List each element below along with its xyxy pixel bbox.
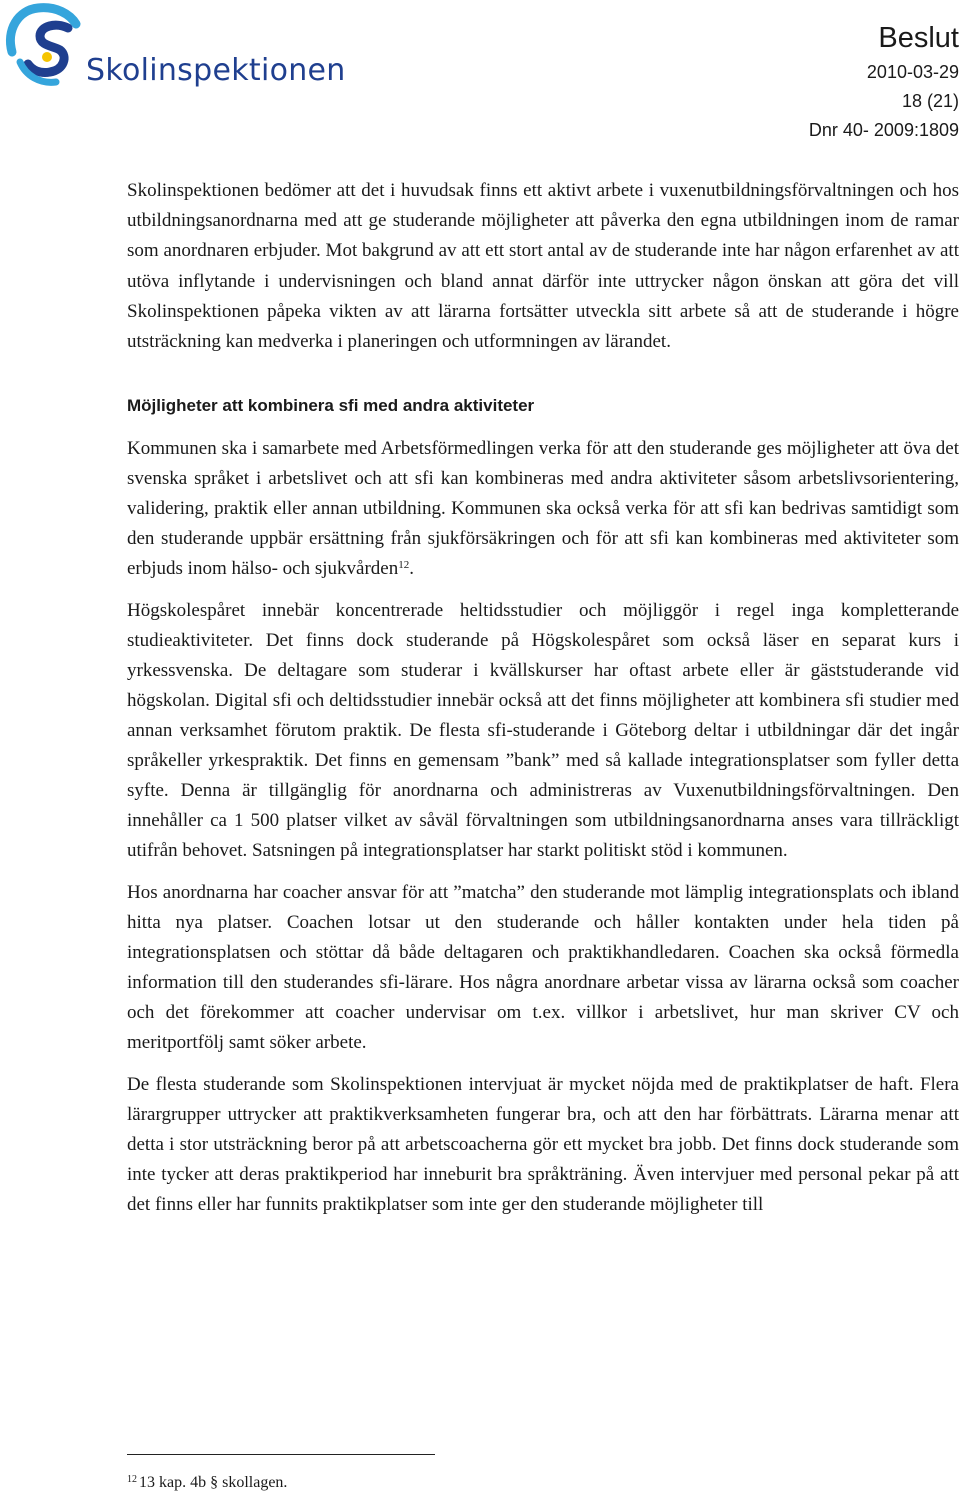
skolinspektionen-logo [0,0,350,100]
paragraph [127,434,959,584]
section-heading: Möjligheter att kombinera sfi med andra aktiviteter [127,396,535,416]
document-header [809,20,959,145]
document-body [127,176,959,1220]
footnote [127,1472,287,1494]
paragraph: Skolinspektionen bedömer att det i huvudsak finns ett aktivt arbete i vuxenutbildningsförvaltningen och hos utbildningsanordnarna med att ge studerande möjligheter att påverka den egna utbildningen inom de ramar som anordnaren erbjuder. Mot bakgrund av att ett stort antal av de studerande inte har någon erfarenhet av att utöva inflytande i undervisningen och bland annat därför inte uttrycker någon önskan att göra det vill Skolinspektionen påpeka vikten av att lärarna fortsätter utveckla sitt arbete så att de studerande i högre utsträckning kan medverka i planeringen och utformningen av lärandet. [127,180,959,353]
page-number: 18 (21) [901,91,959,111]
footnote-text: 13 kap. 4b § skollagen. [139,1474,288,1491]
paragraph: Hos anordnarna har coacher ansvar för att ”matcha” den studerande mot lämplig integrationsplats och ibland hitta nya platser. Coachen lotsar ut den studerande och håller kontakten under hela tiden på integrationsplatsen och stöttar då både deltagaren och praktikhandledaren. Coachen ska också förmedla information till den studerandes sfi-lärare. Hos några anordnare arbetar vissa av lärarna också som coacher och det förekommer att coacher undervisar om t.ex. villkor i arbetslivet, hur man skriver CV och meritportfölj samt söker arbete. [127,882,959,1054]
logo-mark-icon [0,0,350,100]
logo-wordmark: Skolinspektionen [86,53,346,88]
document-date: 2010-03-29 [866,62,959,82]
paragraph-end: . [409,558,414,580]
footnote-divider [127,1454,435,1455]
paragraph: De flesta studerande som Skolinspektionen intervjuat är mycket nöjda med de praktikplatser de haft. Flera lärargrupper uttrycker att praktikverksamheten fungerar bra, och att den har förbättrats. Lärarna menar att detta i stor utsträckning beror på att arbetscoacherna gör ett mycket bra jobb. Det finns dock studerande som inte tycker att deras praktikperiod har inneburit bra språkträning. Även intervjuer med personal pekar på att det finns eller har funnits praktikplatser som inte ger den studerande möjligheter till [127,1074,959,1216]
document-type: Beslut [878,22,959,54]
footnote-number: 12 [127,1474,137,1485]
footnote-reference[interactable]: 12 [398,559,410,572]
paragraph-text: Kommunen ska i samarbete med Arbetsförmedlingen verka för att den studerande ges möjligheter att öva det svenska språket i arbetslivet och att sfi kan kombineras med andra aktiviteter såsom arbetslivsorientering, validering, praktik eller annan utbildning. Kommunen ska också verka för att sfi kan bedrivas samtidigt som den studerande uppbär ersättning från sjukförsäkringen och för att sfi kan kombineras med aktiviteter som erbjuds inom hälso- och sjukvården [127,438,959,580]
reference-number: Dnr 40- 2009:1809 [808,120,959,140]
paragraph: Högskolespåret innebär koncentrerade heltidsstudier och möjliggör i regel inga kompletterande studieaktiviteter. Det finns dock studerande på Högskolespåret som också läser en separat kurs i yrkessvenska. De deltagare som studerar i kvällskurser har oftast arbete eller är gäststuderande vid högskolan. Digital sfi och deltidsstudier innebär också att det finns möjligheter att kombinera sfi studier med annan verksamhet förutom praktik. De flesta sfi-studerande i Göteborg deltar i utbildningar där det ingår språkeller yrkespraktik. Det finns en gemensam ”bank” med så kallade integrationsplatser som fyller detta syfte. Denna är tillgänglig för anordnarna och administreras av Vuxenutbildningsförvaltningen. Den innehåller ca 1 500 platser vilket av såväl förvaltningen som utbildningsanordnarna anses vara tillräckligt utifrån behovet. Satsningen på integrationsplatser har starkt politiskt stöd i kommunen. [127,600,959,862]
